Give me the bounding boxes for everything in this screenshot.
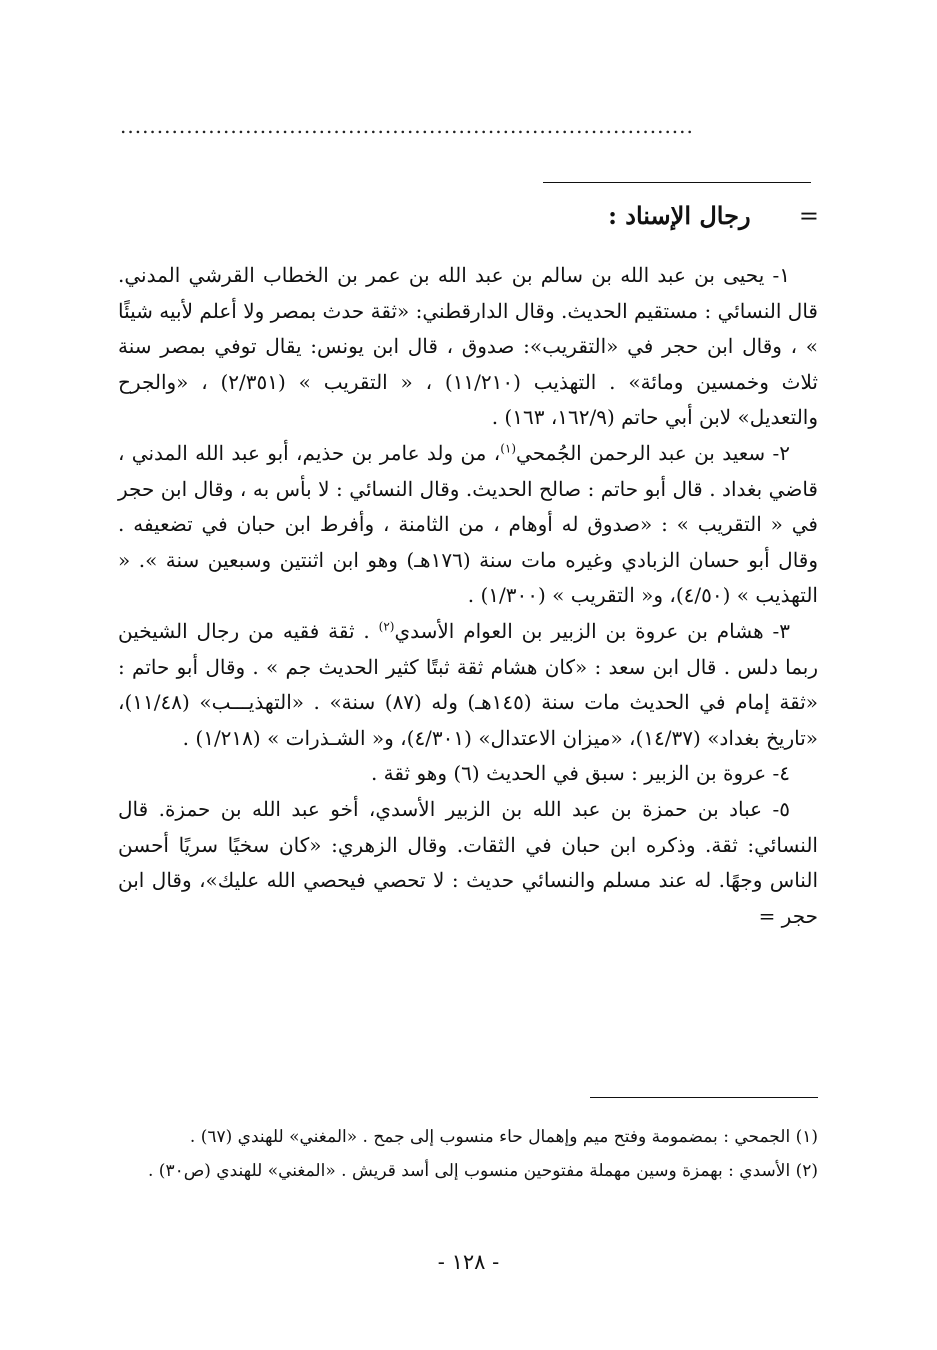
footnote-rule [590, 1097, 818, 1098]
narrator-entry-5: ٥- عباد بن حمزة بن عبد الله بن الزبير الأسدي، أخو عبد الله بن حمزة. قال النسائي: ثقة. وذكره ابن حبان في الثقات. وقال الزهري: «كان سخيًا سريًا أحسن الناس وجهًا. له عند مسلم والنسائي حديث : لا تحصي فيحصي الله عليك»، وقال ابن حجر = [118, 796, 818, 928]
narrator-entry-3: ٣- هشام بن عروة بن الزبير بن العوام الأسدي$^{(٢)}$ . ثقة فقيه من رجال الشيخين ربما دلس . قال ابن سعد : «كان هشام ثقة ثبتًا كثير الحديث جم » . وقال أبو حاتم : «ثقة إمام في الحديث مات سنة (١٤٥هـ) وله (٨٧) سنة» . «التهذيـــب» (١١/٤٨)، «تاريخ بغداد» (١٤/٣٧)، «ميزان الاعتدال» (٤/٣٠١)، و« الشـذرات » (١/٢١٨) . [118, 618, 819, 750]
narrator-entry-2: ٢- سعيد بن عبد الرحمن الجُمحي$^{(١)}$، من ولد عامر بن حذيم، أبو عبد الله المدني ، قاضي بغداد . قال أبو حاتم : صالح الحديث. وقال النسائي : لا بأس به ، وقال ابن حجر في « التقريب » : «صدوق له أوهام ، من الثامنة ، وأفرط ابن حبان في تضعيفه . وقال أبو حسان الزبادي وغيره مات سنة (١٧٦هـ) وهو ابن اثنتين وسبعين سنة ». « التهذيب » (٤/٥٠)، و« التقريب » (١/٣٠٠) . [118, 440, 818, 608]
header-rule [543, 182, 811, 183]
dotted-separator: .............................................................................. [120, 116, 694, 136]
section-title [608, 196, 819, 236]
footnote-2: (٢) الأسدي : بهمزة وسين مهملة مفتوحين منسوب إلى أسد قريش . «المغني» للهندي (ص٣٠) . [147, 1161, 818, 1181]
footnote-ref-1[interactable]: (١) [500, 441, 517, 456]
section-title-text: رجال الإسناد : [608, 201, 751, 230]
narrator-entry-4: ٤- عروة بن الزبير : سبق في الحديث (٦) وهو ثقة . [370, 761, 790, 786]
footnote-1: (١) الجمحي : بمضمومة وفتح ميم وإهمال حاء منسوب إلى جمح . «المغني» للهندي (٦٧) . [189, 1127, 818, 1147]
page-number: - ١٢٨ - [437, 1250, 500, 1274]
main-text [118, 258, 818, 934]
continuation-marker: = [798, 202, 819, 230]
footnotes [118, 1120, 818, 1188]
footnote-ref-2[interactable]: (٢) [378, 619, 395, 634]
narrator-entry-1: ١- يحيى بن عبد الله بن سالم بن عبد الله بن عمر بن الخطاب القرشي المدني. قال النسائي : مستقيم الحديث. وقال الدارقطني: «ثقة حدث بمصر ولا أعلم لأبيه شيئًا » ، وقال ابن حجر في «التقريب»: صدوق ، قال ابن يونس: يقال توفي بمصر سنة ثلاث وخمسين ومائة» . التهذيب (١١/٢١٠) ، « التقريب » (٢/٣٥١) ، «والجرح والتعديل» لابن أبي حاتم (١٦٢/٩، ١٦٣) . [118, 263, 818, 430]
